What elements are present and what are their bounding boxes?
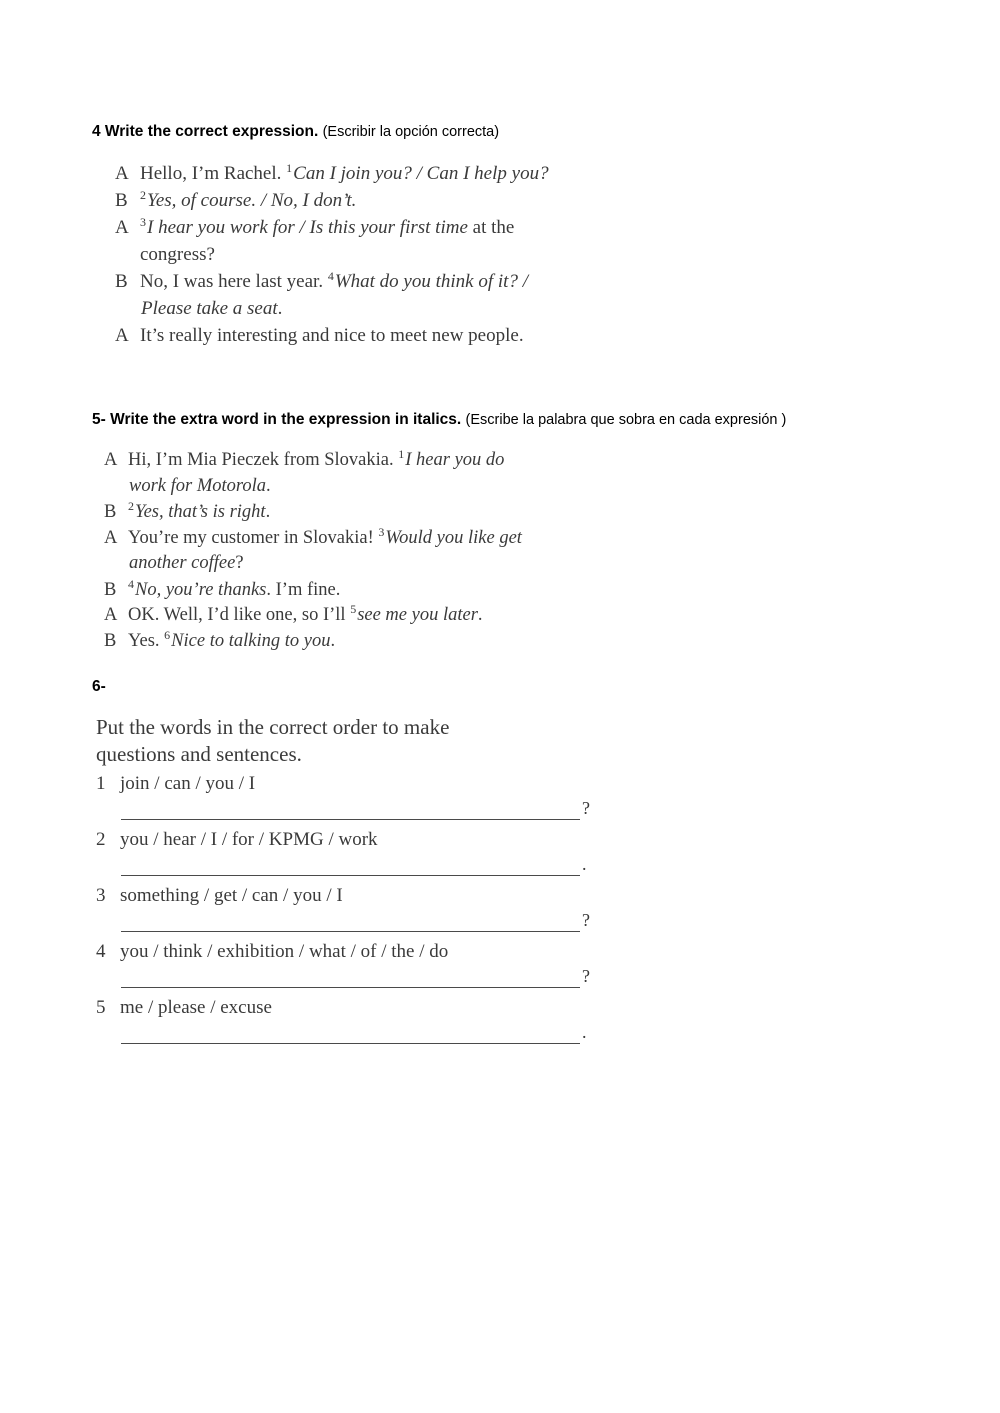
dialogue-text: It’s really interesting and nice to meet new people. [140,325,524,346]
item-words: you / hear / I / for / KPMG / work [120,829,378,850]
dialogue-line [104,474,522,500]
italic-expression: see me you later [357,605,478,625]
item-number: 5 [96,997,106,1018]
italic-expression: another coffee [129,553,236,573]
answer-line[interactable] [121,819,580,820]
dialogue-line [115,268,549,295]
section4-heading-text: 4 Write the correct expression. [92,123,319,140]
section6-heading-text: 6- [92,678,106,695]
speaker-label: A [104,527,118,548]
dialogue-text: Hello, I’m Rachel. [140,163,287,184]
gap-number: 3 [140,215,146,229]
gap-number: 4 [128,576,134,591]
section5-subheading: (Escribe la palabra que sobra en cada expresión ) [465,412,787,428]
dialogue-text-end: . [277,298,283,319]
item-number: 1 [96,773,106,794]
italic-expression: I hear you do [405,450,505,470]
italic-expression: Yes, of course. / No, I don’t. [147,190,357,211]
speaker-label: B [115,190,128,211]
item-punctuation: . [582,854,587,874]
dialogue-line [104,551,522,577]
dialogue-line [104,578,522,604]
dialogue-line [104,526,522,552]
section6-heading [92,678,106,696]
item-punctuation: ? [582,798,590,818]
dialogue-line [104,500,522,526]
gap-number: 4 [327,269,334,283]
section6-item-list [96,770,590,1050]
speaker-label: B [104,502,117,522]
dialogue-line [115,322,549,349]
answer-line[interactable] [121,1043,580,1044]
item-punctuation: . [582,1022,587,1042]
speaker-label: B [104,579,117,600]
speaker-label: A [104,605,118,625]
item-words: me / please / excuse [120,997,272,1018]
dialogue-line [115,187,549,214]
section5-dialogue [104,448,522,654]
speaker-label: B [115,271,128,292]
dialogue-line [104,603,522,629]
gap-number: 1 [398,447,405,461]
italic-expression: Please take a seat [141,298,278,319]
gap-number: 3 [378,524,385,539]
answer-line[interactable] [121,987,580,988]
gap-number: 2 [140,188,146,202]
italic-expression: work for Motorola [129,475,267,496]
section6-exercise [96,714,590,1050]
dialogue-text-end: ? [235,553,244,573]
speaker-label: A [115,217,129,238]
exercise-item [96,994,587,1050]
dialogue-line [115,241,549,268]
exercise-item [96,826,587,882]
exercise-item [96,938,590,994]
section5-heading-text: 5- Write the extra word in the expression in italics. [92,411,462,428]
item-punctuation: ? [582,966,590,986]
item-words: you / think / exhibition / what / of / the / do [120,941,449,962]
item-punctuation: ? [582,910,590,930]
gap-number: 5 [350,602,357,616]
dialogue-text-end: . [266,475,271,496]
answer-line[interactable] [121,875,580,876]
section4-subheading: (Escribir la opción correcta) [322,124,500,140]
dialogue-text: Hi, I’m Mia Pieczek from Slovakia. [128,450,399,470]
dialogue-text: You’re my customer in Slovakia! [128,527,379,548]
dialogue-text: Yes. [128,630,165,651]
italic-expression: I hear you work for / Is this your first time [147,217,468,238]
speaker-label: A [104,450,118,470]
section6-title-line2: questions and sentences. [96,742,302,766]
gap-number: 2 [128,499,134,513]
item-number: 2 [96,829,106,850]
dialogue-text: congress? [140,244,215,265]
dialogue-line [104,448,522,474]
item-number: 4 [96,941,106,962]
italic-expression: Nice to talking to you [171,630,331,651]
gap-number: 1 [286,161,293,175]
dialogue-text: No, I was here last year. [140,271,328,292]
dialogue-text-end: . [265,502,271,522]
section5-heading [92,411,786,429]
answer-line[interactable] [121,931,580,932]
dialogue-line [115,295,549,322]
section4-heading [92,123,499,141]
item-number: 3 [96,885,106,906]
dialogue-line [115,214,549,241]
section6-title-line1: Put the words in the correct order to make [96,715,450,739]
italic-expression: What do you think of it? / [334,271,528,292]
speaker-label: A [115,325,129,346]
exercise-item [96,882,590,938]
item-words: something / get / can / you / I [120,885,343,906]
italic-expression: Yes, that’s is right [135,502,266,522]
speaker-label: B [104,630,117,651]
item-words: join / can / you / I [120,773,256,794]
dialogue-text-end: at the [467,217,515,238]
dialogue-text-end: . [477,605,483,625]
dialogue-text-end: . [330,630,336,651]
dialogue-line [115,160,549,187]
italic-expression: No, you’re thanks [135,579,267,600]
speaker-label: A [115,163,129,184]
italic-expression: Would you like get [385,527,522,548]
exercise-item [96,770,590,826]
dialogue-text: OK. Well, I’d like one, so I’ll [128,605,351,625]
dialogue-text-end: . I’m fine. [266,579,341,600]
gap-number: 6 [164,627,171,642]
dialogue-line [104,629,522,655]
italic-expression: Can I join you? / Can I help you? [293,163,549,184]
section4-dialogue [115,160,549,349]
